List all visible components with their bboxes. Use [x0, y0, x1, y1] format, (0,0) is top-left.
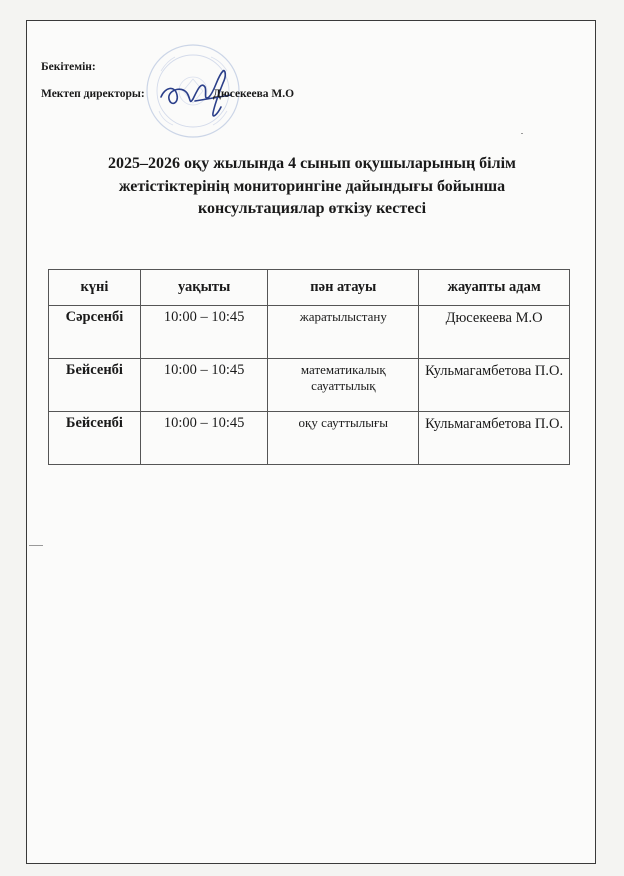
table-row: [49, 359, 570, 412]
scan-speck: [29, 545, 43, 546]
title-line-2: жетістіктерінің мониторингіне дайындығы бойынша: [118, 177, 506, 195]
cell-time: 10:00 – 10:45: [140, 412, 268, 465]
title-line-1: 2025–2026 оқу жылында 4 сынып оқушыларының білім: [108, 155, 516, 172]
cell-day: Сәрсенбі: [49, 306, 141, 359]
document-title: [27, 153, 597, 221]
table-row: [49, 412, 570, 465]
cell-subject: жаратылыстану: [268, 306, 419, 359]
table-header-row: [49, 270, 570, 306]
cell-time: 10:00 – 10:45: [140, 359, 268, 412]
approve-label: Бекітемін:: [41, 61, 96, 73]
header-time: уақыты: [140, 270, 268, 306]
table-row: [49, 306, 570, 359]
cell-person: Дюсекеева М.О: [419, 306, 570, 359]
header-person: жауапты адам: [419, 270, 570, 306]
cell-day: Бейсенбі: [49, 359, 141, 412]
cell-time: 10:00 – 10:45: [140, 306, 268, 359]
cell-subject: математикалық сауаттылық: [268, 359, 419, 412]
schedule-table: [48, 269, 570, 465]
director-name: Дюсекеева М.О: [213, 88, 295, 100]
director-label: Мектеп директоры:: [41, 88, 145, 100]
document-page: [26, 20, 596, 864]
cell-subject: оқу сауттылығы: [268, 412, 419, 465]
header-subject: пән атауы: [268, 270, 419, 306]
cell-person: Кульмагамбетова П.О.: [419, 412, 570, 465]
header-day: күні: [49, 270, 141, 306]
scan-speck: [521, 133, 523, 134]
cell-person: Кульмагамбетова П.О.: [419, 359, 570, 412]
title-line-3: консультациялар өткізу кестесі: [197, 200, 427, 217]
cell-day: Бейсенбі: [49, 412, 141, 465]
